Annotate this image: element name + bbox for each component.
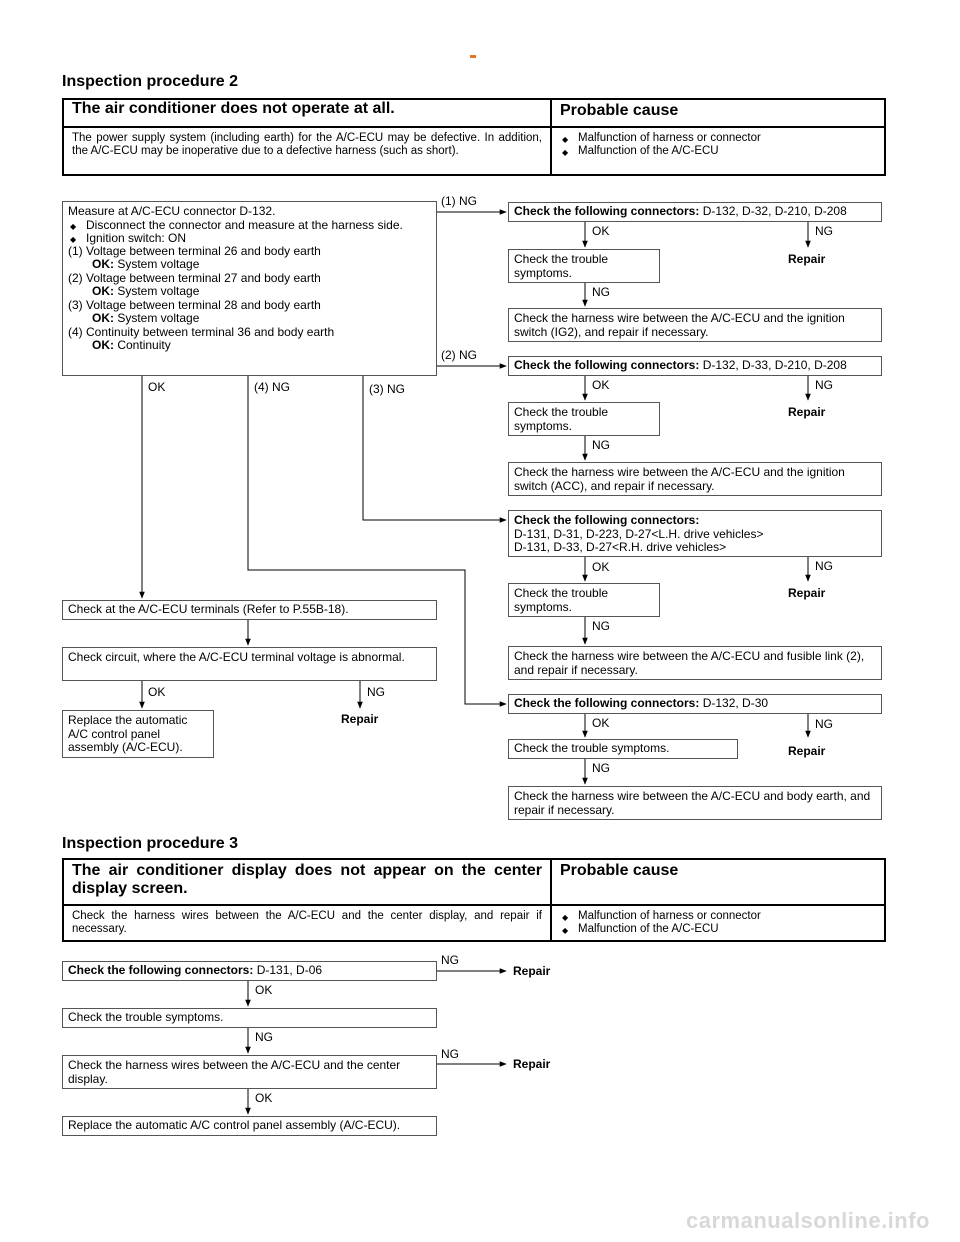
harness-check: Check the harness wire between the A/C-ECU and the ignition switch (IG2), and repair if necessary. (508, 308, 882, 342)
ng-label: NG (815, 224, 833, 238)
repair-label: Repair (788, 744, 826, 758)
watermark: carmanualsonline.info (686, 1208, 930, 1233)
repair-label: Repair (341, 712, 379, 726)
ok-label: OK (148, 685, 166, 699)
repair-label: Repair (788, 252, 826, 266)
measure-step: ◆ Disconnect the connector and measure at the harness side. (68, 219, 431, 232)
ng-label: NG (815, 378, 833, 392)
ng-label: NG (255, 1030, 273, 1044)
probable-cause-heading: Probable cause (551, 859, 885, 905)
ng-label: NG (592, 285, 610, 299)
measure-step: ◆ Ignition switch: ON (68, 232, 431, 245)
replace-ecu-step: Replace the automatic A/C control panel assembly (A/C-ECU). (62, 1116, 437, 1136)
cause-item: ◆ Malfunction of the A/C-ECU (560, 145, 876, 158)
ok-label: OK (255, 1091, 273, 1105)
ng-label: NG (441, 953, 459, 967)
branch-3-label: (3) NG (369, 382, 405, 396)
harness-check: Check the harness wire between the A/C-ECU and body earth, and repair if necessary. (508, 786, 882, 820)
branch-2-label: (2) NG (441, 348, 477, 362)
symptom-heading: The air conditioner display does not appear on the center display screen. (63, 859, 551, 905)
measure-condition-4: (4) Continuity between terminal 36 and body earth (68, 324, 335, 339)
repair-label: Repair (513, 964, 551, 978)
cause-item: ◆ Malfunction of harness or connector (560, 910, 876, 923)
measure-condition-2: (2) Voltage between terminal 27 and body earth (68, 270, 321, 285)
ng-label: NG (815, 559, 833, 573)
ng-label: NG (592, 619, 610, 633)
branch-1-label: (1) NG (441, 194, 477, 208)
probable-cause-heading: Probable cause (551, 99, 885, 127)
ok-label: OK (148, 380, 166, 394)
ng-label: NG (592, 438, 610, 452)
ok-label: OK (592, 560, 610, 574)
trouble-symptoms-check: Check the trouble symptoms. (508, 739, 738, 759)
ng-label: NG (441, 1047, 459, 1061)
ok-label: OK (255, 983, 273, 997)
cause-item: ◆ Malfunction of harness or connector (560, 132, 876, 145)
branch-3-connector-check: Check the following connectors: D-131, D-31, D-223, D-27<L.H. drive vehicles> D-131, D-33, D-27<R.H. drive vehicles> (508, 510, 882, 557)
trouble-symptoms-check: Check the trouble symptoms. (508, 583, 660, 617)
repair-label: Repair (788, 586, 826, 600)
circuit-check: Check circuit, where the A/C-ECU terminal voltage is abnormal. (62, 647, 437, 681)
ecu-terminals-check: Check at the A/C-ECU terminals (Refer to P.55B-18). (62, 600, 437, 620)
procedure-3-title: Inspection procedure 3 (62, 835, 239, 852)
ng-label: NG (592, 761, 610, 775)
measure-result-2: OK: System voltage (92, 284, 200, 298)
trouble-symptoms-check: Check the trouble symptoms. (62, 1008, 437, 1028)
probable-cause-list (551, 905, 885, 941)
ng-label: NG (367, 685, 385, 699)
symptom-description: The power supply system (including earth) for the A/C-ECU may be defective. In addition, the A/C-ECU may be inoperative due to a defective harness (such as short). (63, 127, 551, 175)
harness-check: Check the harness wire between the A/C-ECU and fusible link (2), and repair if necessary. (508, 646, 882, 680)
trouble-symptoms-check: Check the trouble symptoms. (508, 402, 660, 436)
measure-result-3: OK: System voltage (92, 311, 200, 325)
harness-check: Check the harness wire between the A/C-ECU and the ignition switch (ACC), and repair if necessary. (508, 462, 882, 496)
measure-condition-3: (3) Voltage between terminal 28 and body earth (68, 297, 321, 312)
replace-ecu-step: Replace the automatic A/C control panel assembly (A/C-ECU). (62, 710, 214, 758)
trouble-symptoms-check: Check the trouble symptoms. (508, 249, 660, 283)
branch-1-connector-check: Check the following connectors: D-132, D-32, D-210, D-208 (508, 202, 882, 222)
repair-label: Repair (513, 1057, 551, 1071)
ok-label: OK (592, 716, 610, 730)
connector-check: Check the following connectors: D-131, D-06 (62, 961, 437, 981)
measure-box (62, 201, 437, 376)
branch-4-connector-check: Check the following connectors: D-132, D-30 (508, 694, 882, 714)
procedure-2-title: Inspection procedure 2 (62, 73, 239, 90)
branch-2-connector-check: Check the following connectors: D-132, D-33, D-210, D-208 (508, 356, 882, 376)
repair-label: Repair (788, 405, 826, 419)
measure-condition-1: (1) Voltage between terminal 26 and body earth (68, 243, 321, 258)
symptom-heading: The air conditioner does not operate at all. (63, 99, 551, 127)
ok-label: OK (592, 378, 610, 392)
measure-result-4: OK: Continuity (92, 338, 171, 352)
branch-4-label: (4) NG (254, 380, 290, 394)
ok-label: OK (592, 224, 610, 238)
procedure-3-summary-table (62, 858, 886, 942)
measure-title: Measure at A/C-ECU connector D-132. (68, 204, 276, 218)
cause-item: ◆ Malfunction of the A/C-ECU (560, 923, 876, 936)
measure-result-1: OK: System voltage (92, 257, 200, 271)
symptom-description: Check the harness wires between the A/C-ECU and the center display, and repair if necessary. (63, 905, 551, 941)
harness-check: Check the harness wires between the A/C-ECU and the center display. (62, 1055, 437, 1089)
ng-label: NG (815, 717, 833, 731)
